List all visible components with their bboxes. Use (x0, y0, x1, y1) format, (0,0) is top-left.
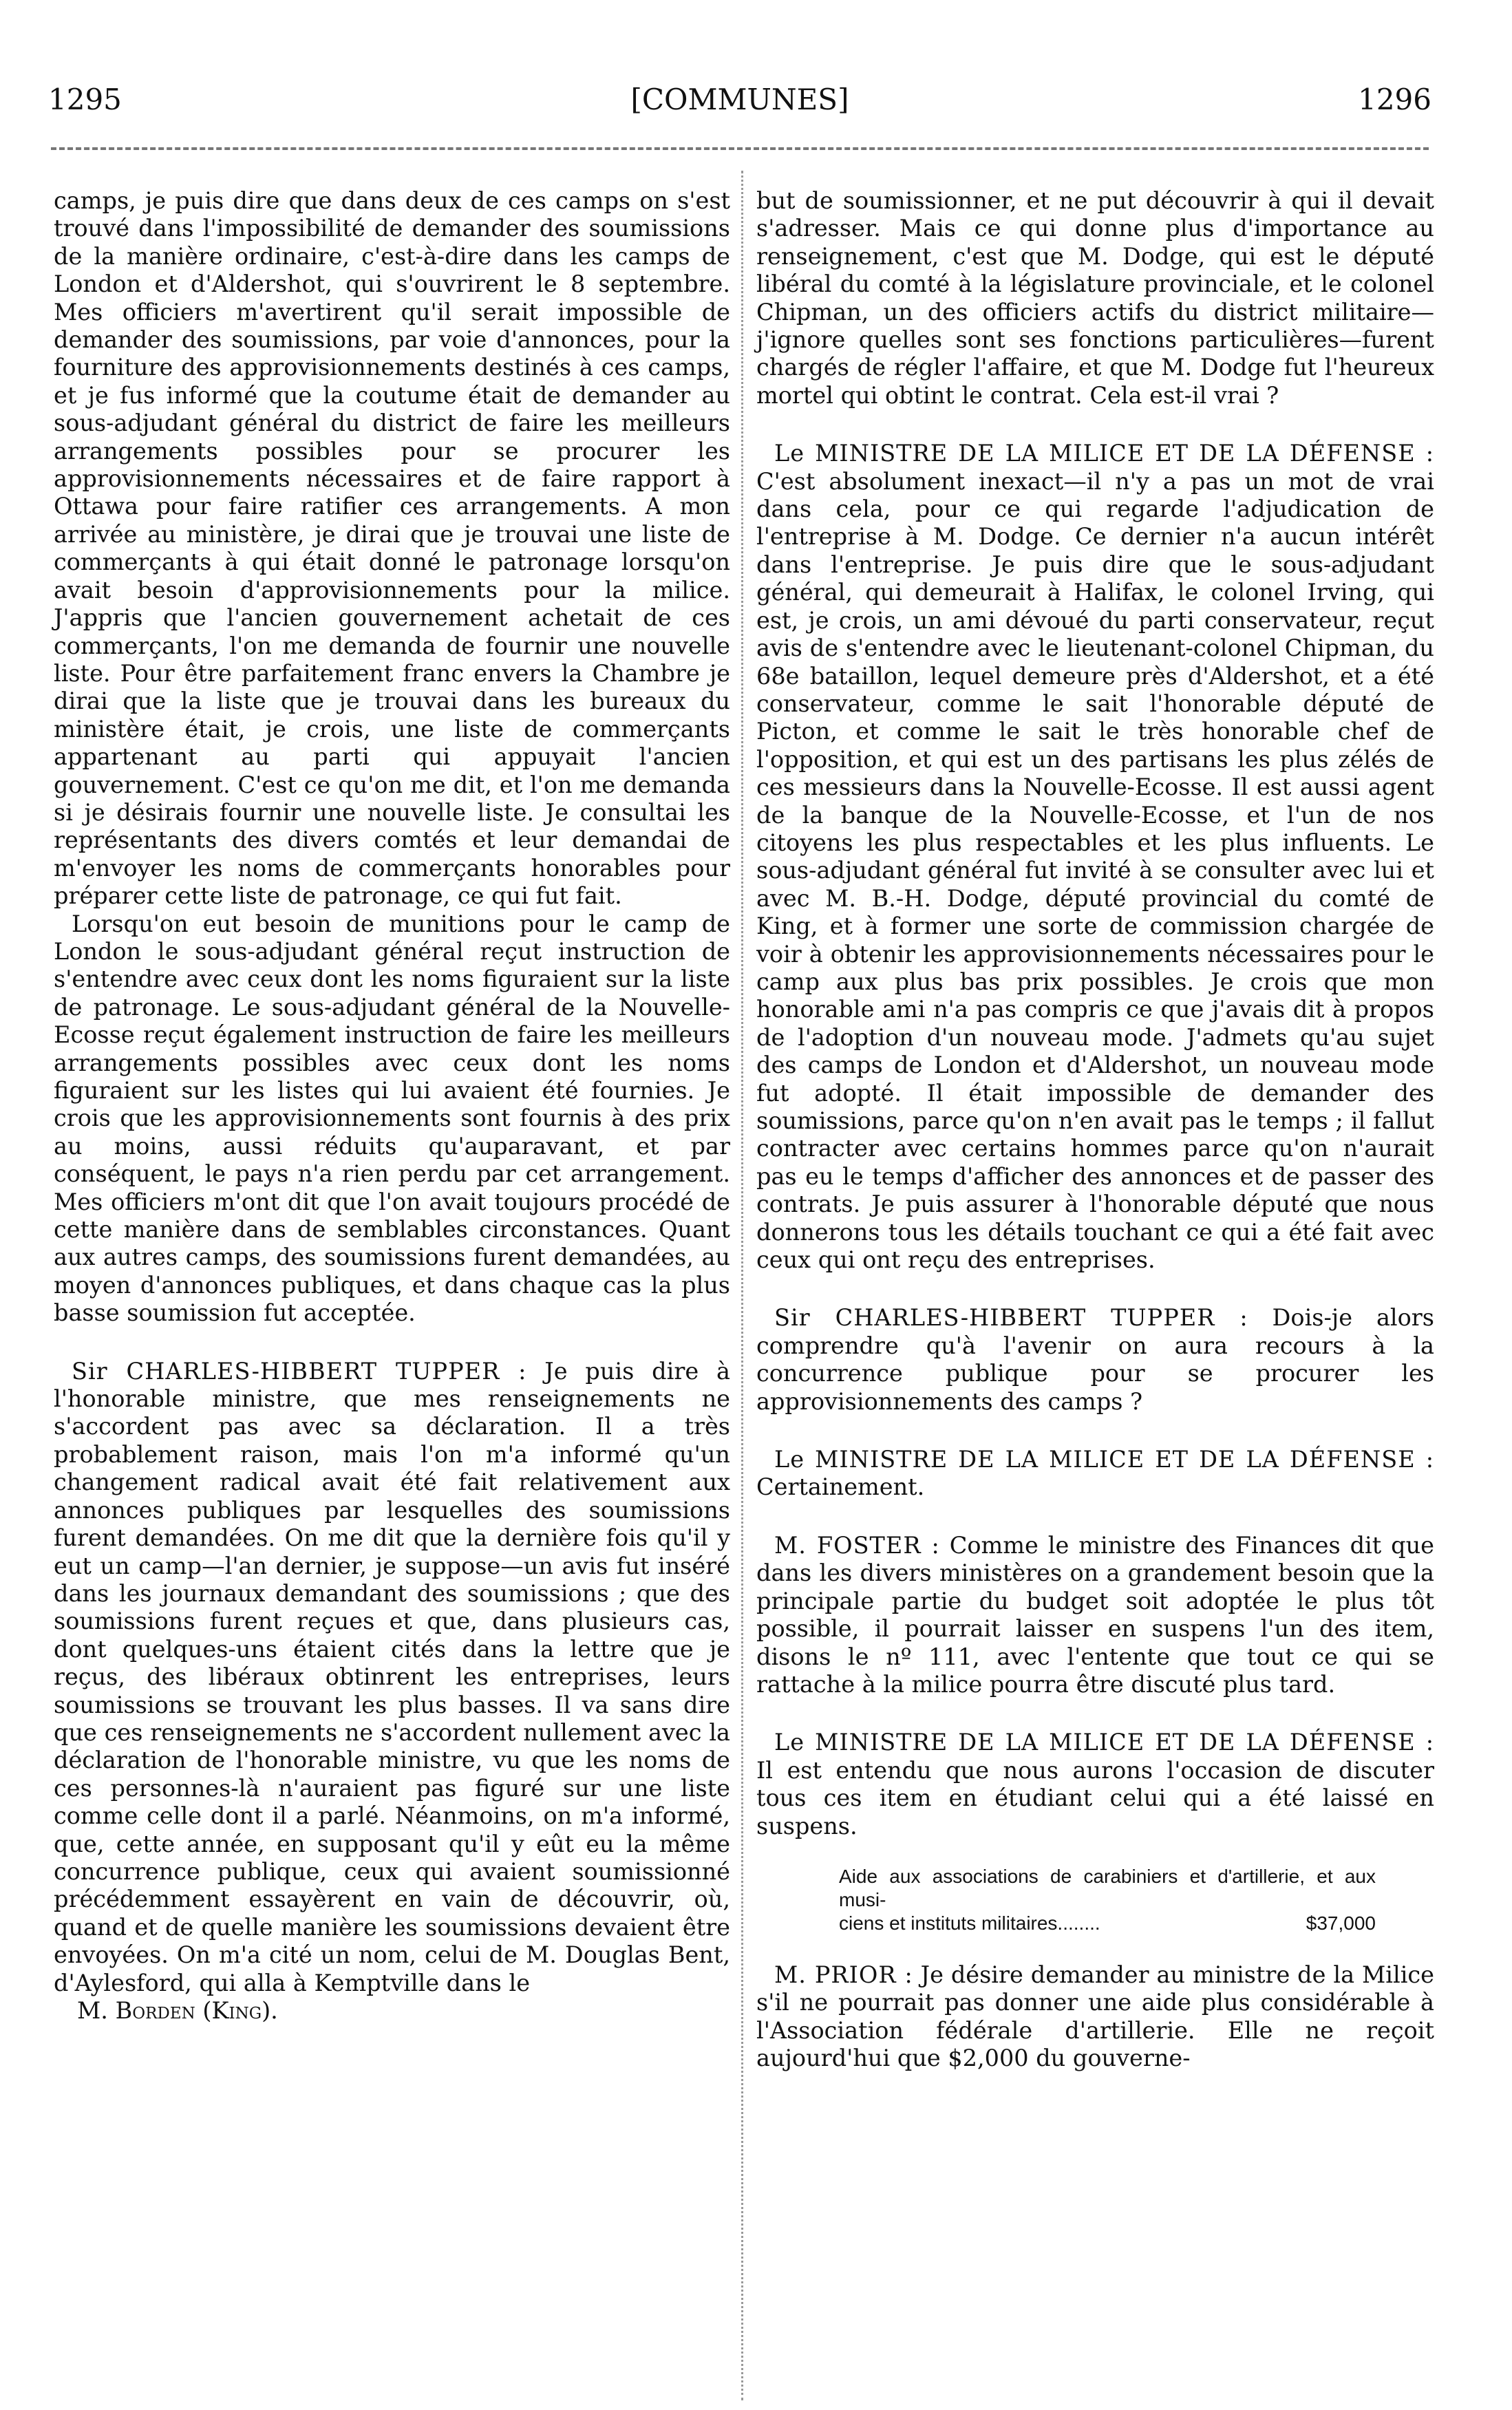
paragraph: camps, je puis dire que dans deux de ces camps on s'est trouvé dans l'impossibilité de demander des soumissions de la manière ordinaire, c'est-à-dire dans les camps de London et d'Aldershot, qui s'ouvrirent le 8 septembre. Mes officiers m'avertirent qu'il serait impossible de demander des soumissions, par voie d'annonces, pour la fourniture des approvisionnements destinés à ces camps, et je fus informé que la coutume était de demander au sous-adjudant général du district de faire les meilleurs arrangements possibles pour se procurer les approvisionnements nécessaires et de faire rapport à Ottawa pour faire ratifier ces arrangements. A mon arrivée au ministère, je dirai que je trouvai une liste de commerçants à qui était donné le patronage lorsqu'on avait besoin d'approvisionnements pour la milice. J'appris que l'ancien gouvernement achetait de ces commerçants, l'on me demanda de fournir une nouvelle liste. Pour être parfaitement franc envers la Chambre je dirai que la liste que je trouvai dans les bureaux du ministère était, je crois, une liste de commerçants appartenant au parti qui appuyait l'ancien gouvernement. C'est ce qu'on me dit, et l'on me demanda si je désirais fournir une nouvelle liste. Je consultai les représentants des divers comtés et leur demandai de m'envoyer les noms de commerçants honorables pour préparer cette liste de patronage, ce qui fut fait. (54, 187, 730, 910)
page-header (48, 77, 1431, 122)
budget-item (839, 1865, 1376, 1935)
speech-text: C'est absolument inexact—il n'y a pas un mot de vrai dans cela, pour ce qui regarde l'adjudication de l'entreprise à M. Dodge. Ce dernier n'a aucun intérêt dans l'entreprise. Je puis dire que le sous-adjudant général, qui demeurait à Halifax, le colonel Irving, qui est, je crois, un ami dévoué du parti conservateur, reçut avis de s'entendre avec le lieutenant-colonel Chipman, du 68e bataillon, lequel demeure près d'Aldershot, et a été conservateur, comme le sait l'honorable député de Picton, et comme le sait le très honorable chef de l'opposition, et qui est un des partisans les plus zélés de ces messieurs dans la Nouvelle-Ecosse. Il est aussi agent de la banque de la Nouvelle-Ecosse, et l'un de nos citoyens les plus respectables et les plus influents. Le sous-adjudant général fut invité à se consulter avec lui et avec M. B.-H. Dodge, député provincial du comté de King, et à former une sorte de commission chargée de voir à obtenir les approvisionnements nécessaires pour le camp aux plus bas prix possibles. Je crois que mon honorable ami n'a pas compris ce que j'avais dit à propos de l'adoption d'un nouveau mode. J'admets qu'au sujet des camps de London et d'Aldershot, un nouveau mode fut adopté. Il était impossible de demander des soumissions, parce qu'on n'en avait pas le temps ; il fallut contracter avec certains hommes parce qu'on n'aurait pas eu le temps d'afficher des annonces et de passer des contrats. Je puis assurer à l'honorable député que nous donnerons tous les détails touchant ce qui a été fait avec ceux qui ont reçu des entreprises. (756, 467, 1434, 1274)
speech-foster (756, 1532, 1434, 1698)
budget-item-desc-line2: ciens et instituts militaires........ (839, 1912, 1100, 1934)
header-title: [COMMUNES] (630, 83, 849, 116)
member-name: M. Borden (King). (77, 1997, 278, 2024)
left-column (54, 187, 730, 2025)
speech-tupper (756, 1304, 1434, 1416)
speech-text: Dois-je alors comprendre qu'à l'avenir on aura recours à la concurrence publique pour se procurer les approvisionnements des camps ? (756, 1304, 1435, 1415)
paragraph: Lorsqu'on eut besoin de munitions pour le camp de London le sous-adjudant général reçut instruction de s'entendre avec ceux dont les noms figuraient sur la liste de patronage. Le sous-adjudant général de la Nouvelle-Ecosse reçut également instruction de faire les meilleurs arrangements possibles avec ceux dont les noms figuraient sur les listes qui lui avaient été fournies. Je crois que les approvisionnements sont fournis à des prix au moins, aussi réduits qu'auparavant, et par conséquent, le pays n'a rien perdu par cet arrangement. Mes officiers m'ont dit que l'on avait toujours procédé de cette manière dans de semblables circonstances. Quant aux autres camps, des soumissions furent demandées, au moyen d'annonces publiques, et dans chaque cas la plus basse soumission fut acceptée. (54, 910, 730, 1327)
speaker-name: Sir CHARLES-HIBBERT TUPPER : (72, 1357, 527, 1385)
budget-item-amount: $37,000 (1306, 1912, 1376, 1934)
speech-minister (756, 1729, 1434, 1840)
speech-text: Il est entendu que nous aurons l'occasion de discuter tous ces item en étudiant celui qui a été laissé en suspens. (756, 1756, 1434, 1840)
speech-tupper (54, 1358, 730, 1997)
member-attribution (54, 1997, 730, 2025)
speaker-name: M. FOSTER : (774, 1531, 940, 1559)
speaker-name: Sir CHARLES-HIBBERT TUPPER : (774, 1304, 1248, 1332)
speech-text: Certainement. (756, 1473, 925, 1501)
speaker-name: Le MINISTRE DE LA MILICE ET DE LA DÉFENSE : (774, 440, 1434, 467)
paragraph: but de soumissionner, et ne put découvrir à qui il devait s'adresser. Mais ce qui donne plus d'importance au renseignement, c'est que M. Dodge, qui est le député libéral du comté à la législature provinciale, et le colonel Chipman, un des officiers actifs du district militaire—j'ignore quelles sont ses fonctions particulières—furent chargés de régler l'affaire, et que M. Dodge fut l'heureux mortel qui obtint le contrat. Cela est-il vrai ? (756, 187, 1434, 409)
speech-text: Comme le ministre des Finances dit que dans les divers ministères on a grandement besoin que la principale partie du budget soit adoptée le plus tôt possible, il pourrait laisser en suspens l'un des item, disons le nº 111, avec l'entente que tout ce qui se rattache à la milice pourra être discuté plus tard. (756, 1531, 1434, 1698)
speaker-name: Le MINISTRE DE LA MILICE ET DE LA DÉFENSE : (774, 1446, 1434, 1473)
page-number-right: 1296 (1358, 83, 1431, 116)
right-column (756, 187, 1434, 2073)
speech-prior (756, 1961, 1434, 2073)
speech-minister (756, 1446, 1434, 1502)
speaker-name: Le MINISTRE DE LA MILICE ET DE LA DÉFENSE : (774, 1729, 1434, 1756)
speech-text: Je puis dire à l'honorable ministre, que mes renseignements ne s'accordent pas avec sa déclaration. Il a très probablement raison, mais l'on m'a informé qu'un changement radical avait été fait relativement aux annonces publiques par lesquelles des soumissions furent demandées. On me dit que la dernière fois qu'il y eut un camp—l'an dernier, je suppose—un avis fut inséré dans les journaux demandant des soumissions ; que des soumissions furent reçues et que, dans plusieurs cas, dont quelques-uns étaient cités dans la lettre que je reçus, des libéraux obtinrent les entreprises, leurs soumissions se trouvant les plus basses. Il va sans dire que ces renseignements ne s'accordent nullement avec la déclaration de l'honorable ministre, vu que les noms de ces personnes-là n'auraient pas figuré sur une liste comme celle dont il a parlé. Néanmoins, on m'a informé, que, cette année, en supposant qu'il y eût eu la même concurrence publique, ceux qui avaient soumissionné précédemment essayèrent en vain de découvrir, où, quand et de quelle manière les soumissions devaient être envoyées. On m'a cité un nom, celui de M. Douglas Bent, d'Aylesford, qui alla à Kemptville dans le (54, 1357, 730, 1996)
speech-text: Je désire demander au ministre de la Milice s'il ne pourrait pas donner une aide plus considérable à l'Association fédérale d'artillerie. Elle ne reçoit aujourd'hui que $2,000 du gouverne- (756, 1961, 1434, 2072)
header-rule (51, 147, 1429, 150)
budget-item-desc-line1: Aide aux associations de carabiniers et d'artillerie, et aux musi- (839, 1865, 1376, 1910)
page-number-left: 1295 (48, 83, 122, 116)
column-separator (741, 171, 743, 2400)
speech-minister (756, 440, 1434, 1274)
speaker-name: M. PRIOR : (774, 1961, 913, 1988)
